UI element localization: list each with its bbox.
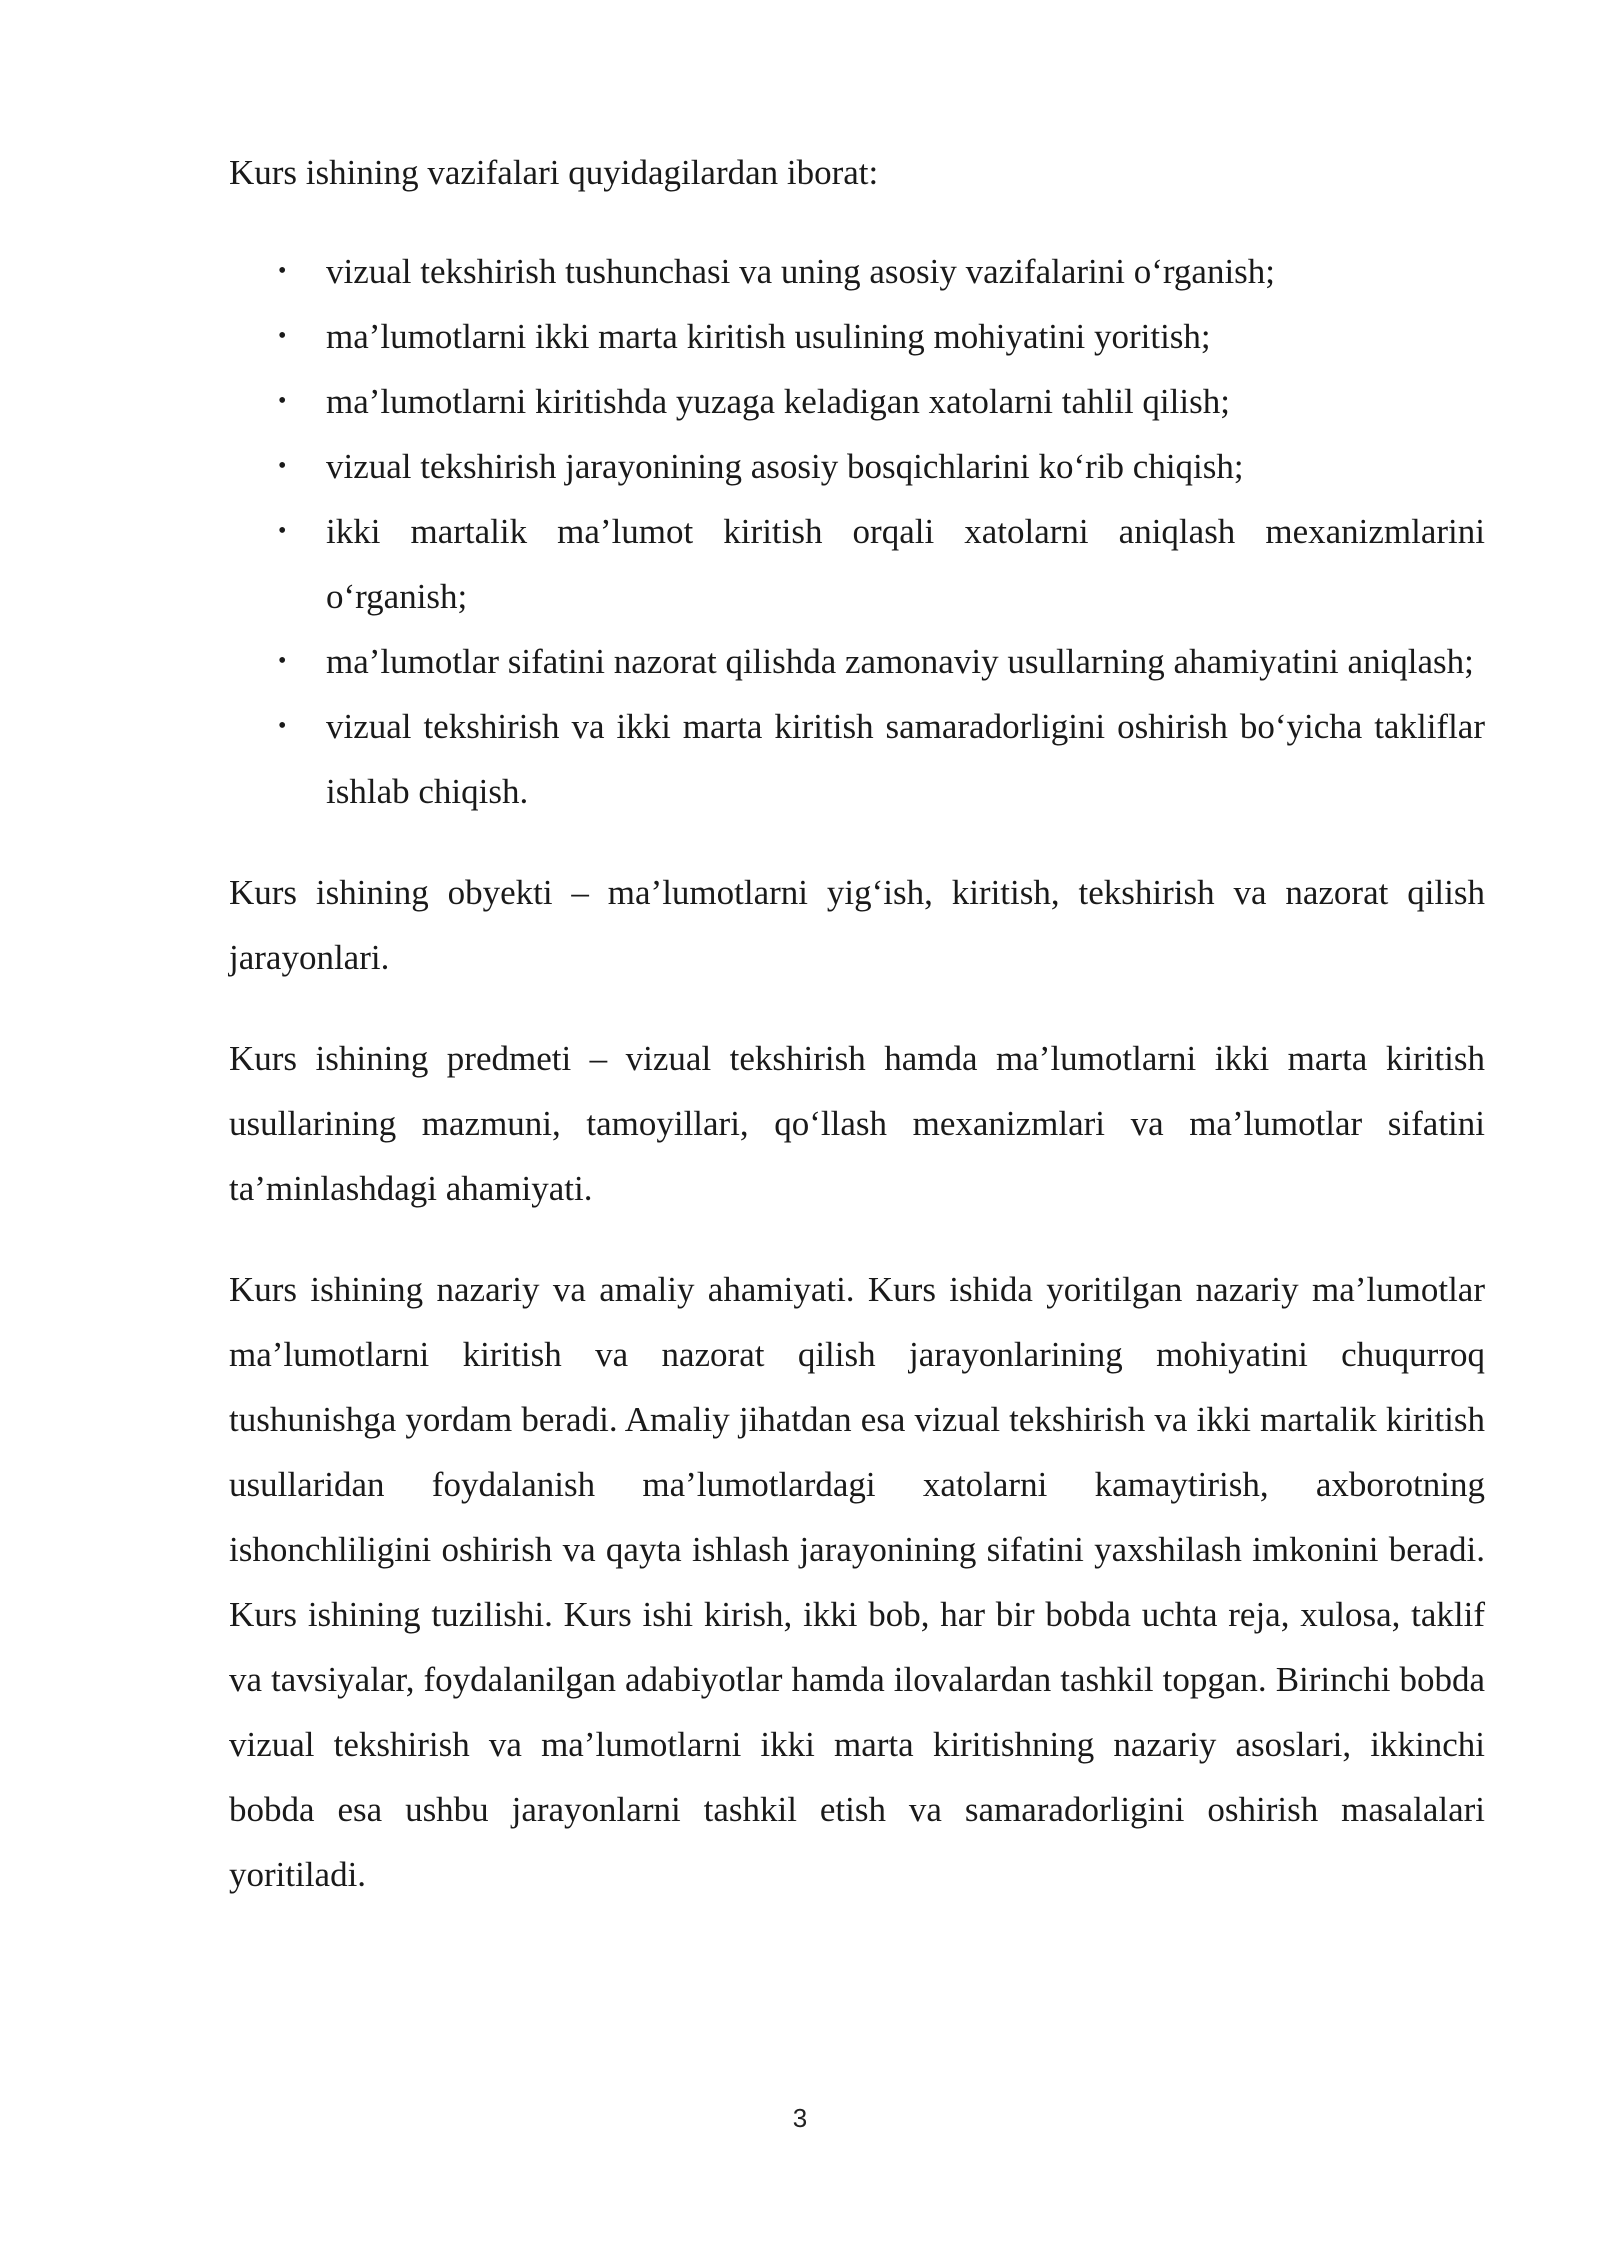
bullet-icon: •: [278, 323, 287, 349]
list-item-text: ma’lumotlarni ikki marta kiritish usulining mohiyatini yoritish;: [326, 317, 1211, 356]
list-item: [229, 499, 1485, 629]
list-item: [229, 629, 1485, 694]
bullet-icon: •: [278, 453, 287, 479]
list-item: [229, 369, 1485, 434]
list-item-text: ikki martalik ma’lumot kiritish orqali xatolarni aniqlash mexanizmlarini o‘rganish;: [326, 512, 1485, 616]
list-item: [229, 304, 1485, 369]
object-paragraph: Kurs ishining obyekti – ma’lumotlarni yig‘ish, kiritish, tekshirish va nazorat qilish jarayonlari.: [229, 873, 1485, 977]
bullet-icon: •: [278, 648, 287, 674]
bullet-icon: •: [278, 258, 287, 284]
list-item-text: ma’lumotlar sifatini nazorat qilishda zamonaviy usullarning ahamiyatini aniqlash;: [326, 642, 1474, 681]
bullet-icon: •: [278, 518, 287, 544]
list-item: [229, 694, 1485, 824]
tasks-list: [229, 239, 1485, 824]
bullet-icon: •: [278, 713, 287, 739]
bullet-icon: •: [278, 388, 287, 414]
list-item-text: ma’lumotlarni kiritishda yuzaga keladigan xatolarni tahlil qilish;: [326, 382, 1230, 421]
list-item: [229, 239, 1485, 304]
document-page: [229, 140, 1485, 1943]
list-item-text: vizual tekshirish tushunchasi va uning asosiy vazifalarini o‘rganish;: [326, 252, 1276, 291]
list-item-text: vizual tekshirish jarayonining asosiy bosqichlarini ko‘rib chiqish;: [326, 447, 1244, 486]
list-item-text: vizual tekshirish va ikki marta kiritish samaradorligini oshirish bo‘yicha takliflar ishlab chiqish.: [326, 707, 1485, 811]
significance-paragraph: Kurs ishining nazariy va amaliy ahamiyati. Kurs ishida yoritilgan nazariy ma’lumotlar ma’lumotlarni kiritish va nazorat qilish jarayonlarining mohiyatini chuqurroq tushunishga yordam beradi. Amaliy jihatdan esa vizual tekshirish va ikki martalik kiritish usullaridan foydalanish ma’lumotlardagi xatolarni kamaytirish, axborotning ishonchliligini oshirish va qayta ishlash jarayonining sifatini yaxshilash imkonini beradi. Kurs ishining tuzilishi. Kurs ishi kirish, ikki bob, har bir bobda uchta reja, xulosa, taklif va tavsiyalar, foydalanilgan adabiyotlar hamda ilovalardan tashkil topgan. Birinchi bobda vizual tekshirish va ma’lumotlarni ikki marta kiritishning nazariy asoslari, ikkinchi bobda esa ushbu jarayonlarni tashkil etish va samaradorligini oshirish masalalari yoritiladi.: [229, 1270, 1485, 1894]
list-item: [229, 434, 1485, 499]
page-number: 3: [792, 2103, 808, 2133]
subject-paragraph: Kurs ishining predmeti – vizual tekshirish hamda ma’lumotlarni ikki marta kiritish usullarining mazmuni, tamoyillari, qo‘llash mexanizmlari va ma’lumotlar sifatini ta’minlashdagi ahamiyati.: [229, 1039, 1485, 1208]
tasks-intro: Kurs ishining vazifalari quyidagilardan iborat:: [229, 153, 879, 192]
